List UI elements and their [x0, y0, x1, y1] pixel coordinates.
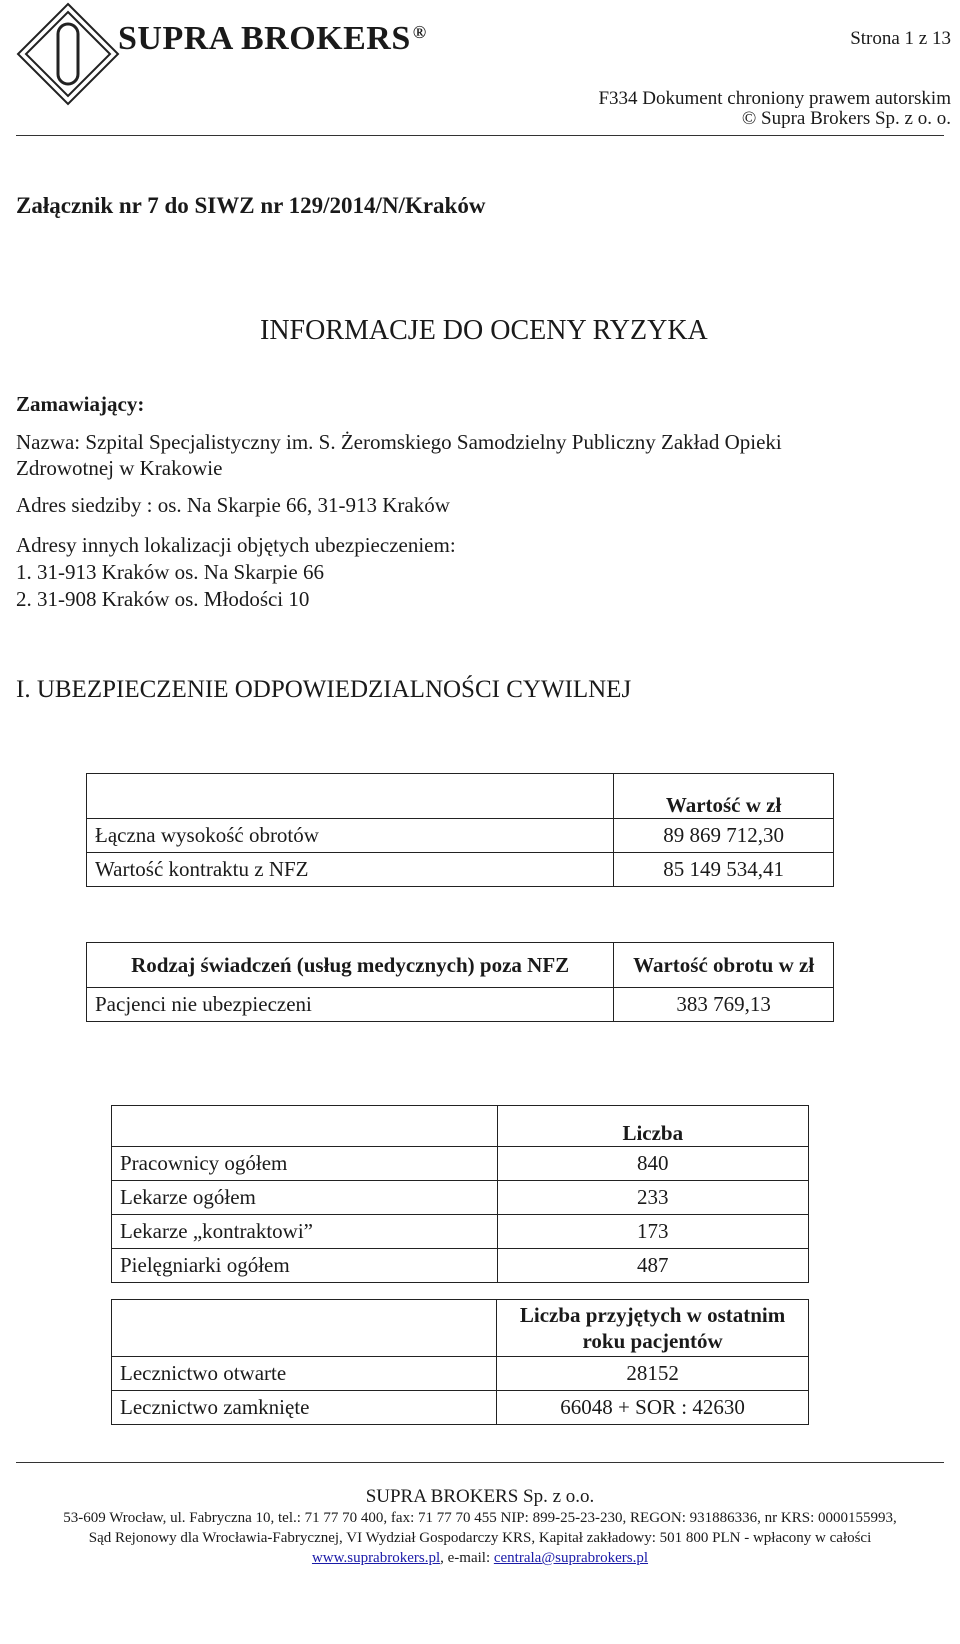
table-row [112, 1147, 809, 1181]
website-link[interactable]: www.suprabrokers.pl [311, 1550, 441, 1566]
table-cell: Pacjenci nie ubezpieczeni [87, 988, 614, 1022]
table-cell: Lecznictwo zamknięte [112, 1391, 497, 1425]
table-header-cell [497, 1300, 809, 1357]
page-number: Strona 1 z 13 [850, 28, 951, 49]
table-header-cell: Wartość w zł [614, 774, 834, 819]
other-locations-heading: Adresy innych lokalizacji objętych ubezpieczeniem: [16, 533, 456, 557]
page-title: INFORMACJE DO OCENY RYZYKA [260, 315, 708, 346]
table-row [112, 1357, 809, 1391]
location-item: 1. 31-913 Kraków os. Na Skarpie 66 [16, 560, 324, 584]
table-header-row [112, 1300, 809, 1357]
staff-count-table [111, 1105, 809, 1283]
section-title: I. UBEZPIECZENIE ODPOWIEDZIALNOŚCI CYWILNEJ [16, 676, 632, 703]
table-header-row [112, 1106, 809, 1147]
registered-mark: ® [412, 22, 427, 42]
table-cell: Lekarze „kontraktowi” [112, 1215, 498, 1249]
table-cell: Lekarze ogółem [112, 1181, 498, 1215]
footer-registration: Sąd Rejonowy dla Wrocławia-Fabrycznej, VI Wydział Gospodarczy KRS, Kapitał zakładowy: 501 800 PLN - wpłacony w całości [88, 1530, 872, 1546]
table-header-cell: Rodzaj świadczeń (usług medycznych) poza NFZ [87, 943, 614, 988]
footer-contact [0, 1550, 960, 1567]
document-code: F334 Dokument chroniony prawem autorskim [598, 88, 951, 109]
copyright-notice: © Supra Brokers Sp. z o. o. [741, 108, 951, 129]
table-cell: Pracownicy ogółem [112, 1147, 498, 1181]
table-cell: 233 [497, 1181, 808, 1215]
table-row [87, 988, 834, 1022]
header-line: roku pacjentów [582, 1329, 723, 1353]
table-row [112, 1181, 809, 1215]
table-cell: 28152 [497, 1357, 809, 1391]
footer-address: 53-609 Wrocław, ul. Fabryczna 10, tel.: 71 77 70 400, fax: 71 77 70 455 NIP: 899-25-23-230, REGON: 931886336, nr KRS: 0000155993, [63, 1510, 897, 1526]
client-heading: Zamawiający: [16, 392, 145, 416]
location-item: 2. 31-908 Kraków os. Młodości 10 [16, 587, 310, 611]
supra-brokers-logo-icon [16, 2, 120, 106]
email-label: , e-mail: [440, 1550, 494, 1566]
table-row [112, 1249, 809, 1283]
footer-company: SUPRA BROKERS Sp. z o.o. [365, 1486, 595, 1507]
table-cell: Wartość kontraktu z NFZ [87, 853, 614, 887]
table-header-cell: Wartość obrotu w zł [614, 943, 834, 988]
table-header-row [87, 774, 834, 819]
header-divider [16, 135, 944, 136]
email-link[interactable]: centrala@suprabrokers.pl [493, 1550, 649, 1566]
table-cell: 66048 + SOR : 42630 [497, 1391, 809, 1425]
client-address: Adres siedziby : os. Na Skarpie 66, 31-913 Kraków [16, 493, 450, 517]
table-cell: 85 149 534,41 [614, 853, 834, 887]
table-row [87, 819, 834, 853]
table-cell: Łączna wysokość obrotów [87, 819, 614, 853]
table-cell: 840 [497, 1147, 808, 1181]
table-cell: 383 769,13 [614, 988, 834, 1022]
table-row [112, 1391, 809, 1425]
client-name-line2: Zdrowotnej w Krakowie [16, 456, 223, 480]
table-row [112, 1215, 809, 1249]
table-header-cell [112, 1300, 497, 1357]
table-cell: 487 [497, 1249, 808, 1283]
client-name-line1: Nazwa: Szpital Specjalistyczny im. S. Żeromskiego Samodzielny Publiczny Zakład Opieki [16, 430, 782, 454]
non-nfz-services-table [86, 942, 834, 1022]
footer-divider [16, 1462, 944, 1463]
brand-name: SUPRA BROKERS ® [118, 20, 427, 57]
table-cell: 89 869 712,30 [614, 819, 834, 853]
patients-admitted-table [111, 1299, 809, 1425]
table-cell: Pielęgniarki ogółem [112, 1249, 498, 1283]
table-header-cell: Liczba [497, 1106, 808, 1147]
header-line: Liczba przyjętych w ostatnim [519, 1303, 786, 1327]
table-header-row [87, 943, 834, 988]
table-row [87, 853, 834, 887]
table-header-cell [112, 1106, 498, 1147]
table-cell: Lecznictwo otwarte [112, 1357, 497, 1391]
turnover-table [86, 773, 834, 887]
table-header-cell [87, 774, 614, 819]
table-cell: 173 [497, 1215, 808, 1249]
attachment-heading: Załącznik nr 7 do SIWZ nr 129/2014/N/Kraków [16, 193, 486, 218]
